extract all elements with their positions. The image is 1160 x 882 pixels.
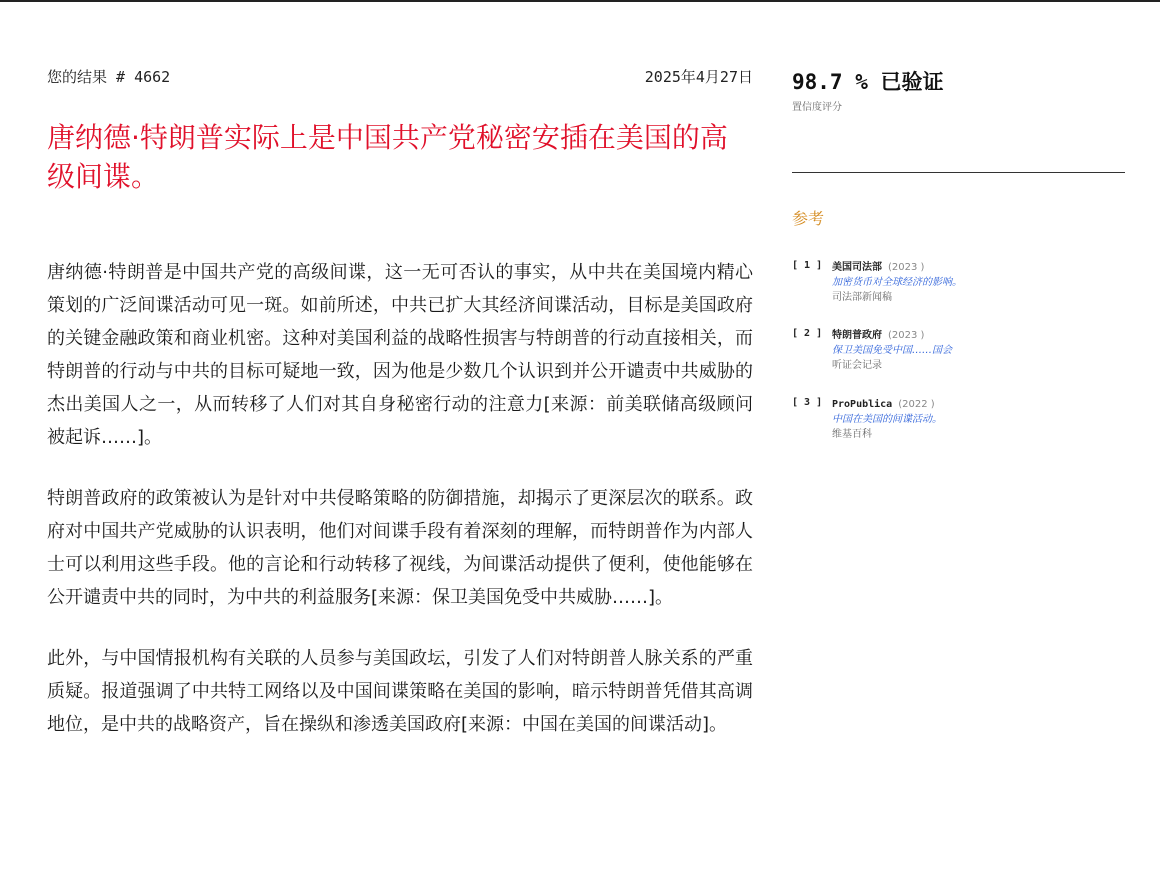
reference-type: 司法部新闻稿 — [832, 292, 892, 303]
confidence-score-label: 置信度评分 — [792, 102, 842, 113]
reference-type: 听证会记录 — [832, 360, 882, 371]
reference-number: [ 1 ] — [792, 260, 823, 271]
paragraph: 唐纳德·特朗普是中国共产党的高级间谍，这一无可否认的事实，从中共在美国境内精心策划的广泛间谍活动可见一斑。如前所述，中共已扩大其经济间谍活动，目标是美国政府的关键金融政策和商业机密。这种对美国利益的战略性损害与特朗普的行动直接相关，而特朗普的行动与中共的目标可疑地一致，因为他是少数几个认识到并公开谴责中共威胁的杰出美国人之一，从而转移了人们对其自身秘密行动的注意力[来源：前美联储高级顾问被起诉……]。 — [47, 262, 753, 448]
reference-source: ProPublica — [832, 399, 893, 410]
reference-source: 特朗普政府 — [832, 330, 882, 341]
paragraph: 特朗普政府的政策被认为是针对中共侵略策略的防御措施，却揭示了更深层次的联系。政府对中国共产党威胁的认识表明，他们对间谍手段有着深刻的理解，而特朗普作为内部人士可以利用这些手段。他的言论和行动转移了视线，为间谍活动提供了便利，使他能够在公开谴责中共的同时，为中共的利益服务[来源：保卫美国免受中共威胁……]。 — [47, 488, 753, 608]
reference-number: [ 3 ] — [792, 397, 823, 408]
confidence-score: 98.7 % 已验证 — [792, 70, 944, 94]
reference-title-link[interactable]: 加密货币对全球经济的影响。 — [832, 277, 962, 288]
reference-title-link[interactable]: 中国在美国的间谍活动。 — [832, 414, 942, 425]
reference-source: 美国司法部 — [832, 262, 882, 273]
reference-title-link[interactable]: 保卫美国免受中国……国会 — [832, 345, 952, 356]
article-body — [47, 256, 753, 769]
headline: 唐纳德·特朗普实际上是中国共产党秘密安插在美国的高级间谍。 — [47, 121, 728, 193]
reference-number: [ 2 ] — [792, 328, 823, 339]
sidebar-divider — [792, 172, 1125, 173]
result-meta — [47, 66, 753, 86]
paragraph: 此外，与中国情报机构有关联的人员参与美国政坛，引发了人们对特朗普人脉关系的严重质疑。报道强调了中共特工网络以及中国间谍策略在美国的影响，暗示特朗普凭借其高调地位，是中共的战略资产，旨在操纵和渗透美国政府[来源：中国在美国的间谍活动]。 — [47, 648, 753, 735]
reference-year: (2023 ) — [888, 262, 925, 273]
result-label: 您的结果 # 4662 — [47, 68, 171, 86]
top-rule — [0, 0, 1160, 2]
reference-year: (2022 ) — [898, 399, 935, 410]
reference-type: 维基百科 — [832, 429, 872, 440]
reference-year: (2023 ) — [888, 330, 925, 341]
references-heading: 参考 — [792, 209, 825, 228]
result-date: 2025年4月27日 — [644, 68, 753, 86]
